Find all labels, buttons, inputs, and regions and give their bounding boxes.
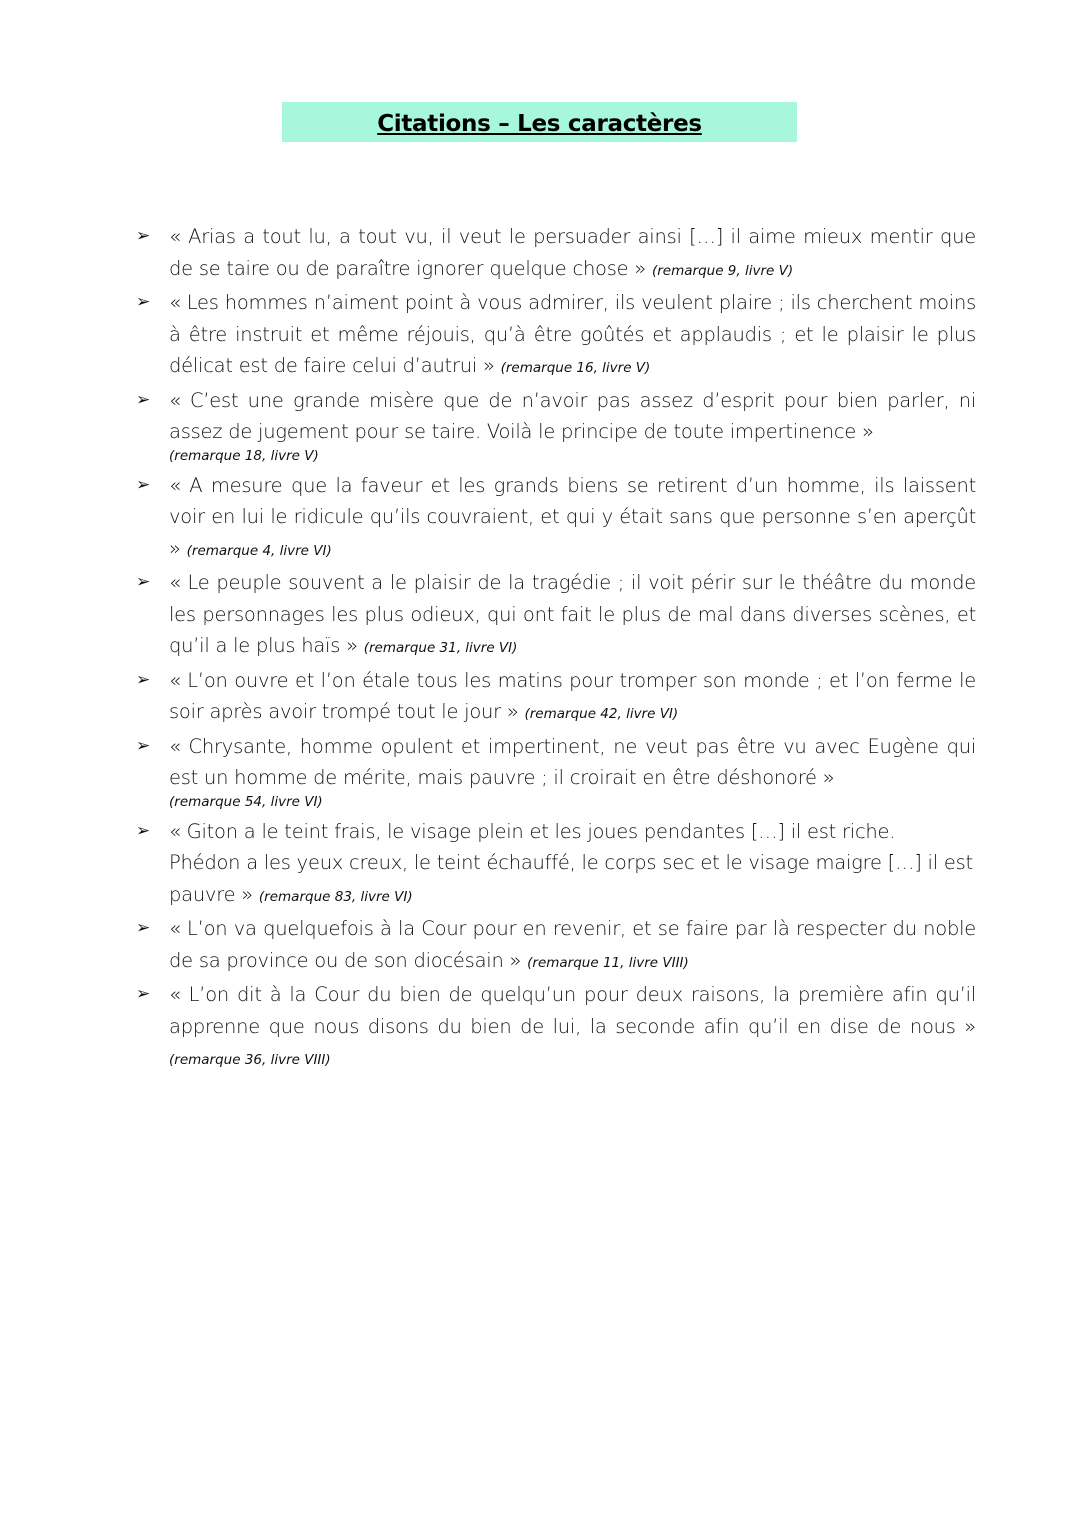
quote-source: (remarque 54, livre VI) bbox=[169, 793, 323, 810]
title-banner bbox=[282, 102, 797, 142]
quote-item bbox=[136, 287, 976, 385]
quote-source: (remarque 31, livre VI) bbox=[363, 640, 518, 656]
quote-item bbox=[136, 731, 976, 816]
quote-source: (remarque 36, livre VIII) bbox=[169, 1052, 331, 1068]
arrowhead-bullet-icon: ➢ bbox=[136, 474, 151, 495]
quote-text: « L’on va quelquefois à la Cour pour en revenir, et se faire par là respecter du noble de sa province ou de son diocésain » bbox=[169, 917, 976, 972]
quote-list bbox=[136, 221, 976, 1077]
quote-body bbox=[169, 731, 976, 816]
quote-body bbox=[169, 913, 976, 979]
quote-item bbox=[136, 385, 976, 470]
arrowhead-bullet-icon: ➢ bbox=[136, 984, 151, 1004]
arrowhead-bullet-icon: ➢ bbox=[136, 820, 151, 841]
quote-source: (remarque 16, livre V) bbox=[500, 360, 651, 376]
quote-item bbox=[136, 221, 976, 287]
quote-text-line1: « Giton a le teint frais, le visage plein et les joues pendantes […] il est riche. bbox=[169, 819, 896, 843]
quote-item bbox=[136, 816, 976, 914]
quote-text: « Le peuple souvent a le plaisir de la tragédie ; il voit périr sur le théâtre du monde les personnages les plus odieux, qui ont fait le plus de mal dans diverses scènes, et qu’il a le plus haïs » bbox=[169, 571, 976, 657]
page-title: Citations – Les caractères bbox=[377, 111, 702, 137]
arrowhead-bullet-icon: ➢ bbox=[136, 292, 151, 312]
arrowhead-bullet-icon: ➢ bbox=[136, 735, 151, 756]
quote-text: « Arias a tout lu, a tout vu, il veut le persuader ainsi […] il aime mieux mentir que de se taire ou de paraître ignorer quelque chose » bbox=[169, 225, 976, 280]
quote-item bbox=[136, 470, 976, 568]
arrowhead-bullet-icon: ➢ bbox=[136, 226, 151, 246]
quote-source: (remarque 11, livre VIII) bbox=[527, 954, 689, 971]
quote-source: (remarque 9, livre V) bbox=[651, 262, 794, 279]
quote-item bbox=[136, 913, 976, 979]
quote-body bbox=[169, 470, 976, 568]
quote-source: (remarque 18, livre V) bbox=[169, 447, 319, 464]
quote-body bbox=[169, 287, 976, 385]
quote-item bbox=[136, 567, 976, 665]
quote-text: « C’est une grande misère que de n’avoir pas assez d’esprit pour bien parler, ni assez de jugement pour se taire. Voilà le principe de toute impertinence » bbox=[169, 388, 976, 443]
arrowhead-bullet-icon: ➢ bbox=[136, 918, 151, 938]
quote-text: « A mesure que la faveur et les grands biens se retirent d’un homme, ils laissent voir en lui le ridicule qu’ils couvraient, et qui y était sans que personne s’en aperçût » bbox=[169, 473, 976, 560]
arrowhead-bullet-icon: ➢ bbox=[136, 669, 151, 690]
quote-body bbox=[169, 816, 976, 914]
quote-body bbox=[169, 385, 976, 470]
quote-source: (remarque 4, livre VI) bbox=[186, 542, 332, 559]
quote-text: « L’on dit à la Cour du bien de quelqu’un pour deux raisons, la première afin qu’il apprenne que nous disons du bien de lui, la seconde afin qu’il en dise de nous » bbox=[169, 983, 976, 1038]
quote-text: « Les hommes n’aiment point à vous admirer, ils veulent plaire ; ils cherchent moins à être instruit et même réjouis, qu’à être goûtés et applaudis ; et le plaisir le plus délicat est de faire celui d’autrui » bbox=[169, 291, 976, 377]
arrowhead-bullet-icon: ➢ bbox=[136, 389, 151, 410]
quote-body bbox=[169, 665, 976, 731]
quote-item bbox=[136, 665, 976, 731]
quote-text: Phédon a les yeux creux, le teint échauffé, le corps sec et le visage maigre […] il est pauvre » bbox=[169, 851, 973, 906]
quote-source: (remarque 83, livre VI) bbox=[258, 888, 413, 905]
arrowhead-bullet-icon: ➢ bbox=[136, 572, 151, 592]
quote-source: (remarque 42, livre VI) bbox=[524, 706, 679, 722]
quote-text: « L’on ouvre et l’on étale tous les matins pour tromper son monde ; et l’on ferme le soir après avoir trompé tout le jour » bbox=[169, 668, 976, 723]
quote-text: « Chrysante, homme opulent et impertinent, ne veut pas être vu avec Eugène qui est un homme de mérite, mais pauvre ; il croirait en être déshonoré » bbox=[169, 734, 976, 789]
quote-body bbox=[169, 221, 976, 287]
quote-body bbox=[169, 567, 976, 665]
quote-body bbox=[169, 979, 976, 1077]
quote-item bbox=[136, 979, 976, 1077]
